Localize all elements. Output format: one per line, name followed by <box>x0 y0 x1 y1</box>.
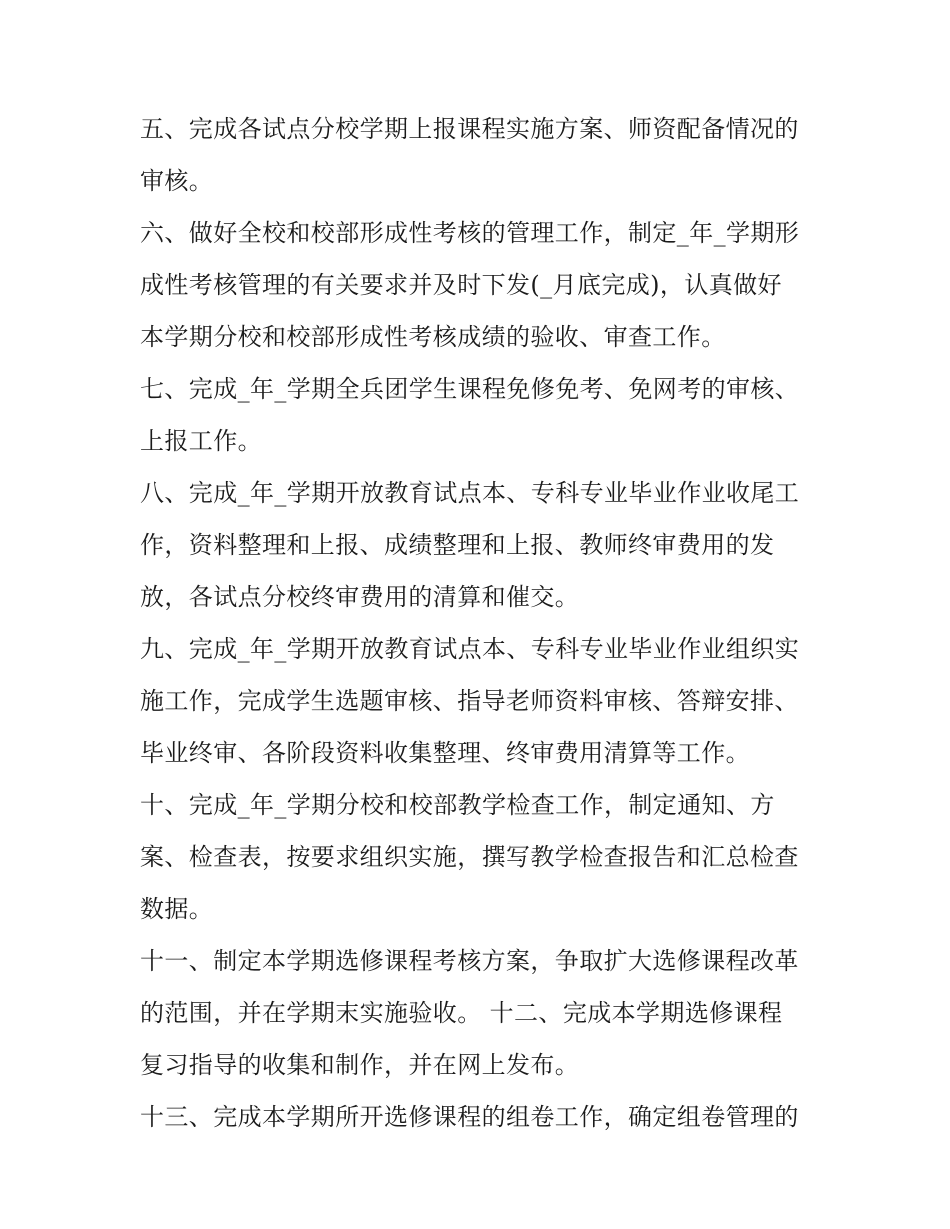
text-line: 五、完成各试点分校学期上报课程实施方案、师资配备情况的 <box>140 115 799 143</box>
text-line: 放，各试点分校终审费用的清算和催交。 <box>140 583 580 611</box>
text-line: 九、完成_年_学期开放教育试点本、专科专业毕业作业组织实 <box>140 635 800 663</box>
text-line: 作，资料整理和上报、成绩整理和上报、教师终审费用的发 <box>140 531 775 559</box>
text-line: 上报工作。 <box>140 427 262 455</box>
text-line: 案、检查表，按要求组织实施，撰写教学检查报告和汇总检查 <box>140 843 799 871</box>
text-line: 的范围，并在学期末实施验收。 十二、完成本学期选修课程 <box>140 999 783 1027</box>
text-line: 复习指导的收集和制作，并在网上发布。 <box>140 1051 580 1079</box>
text-line: 六、做好全校和校部形成性考核的管理工作，制定_年_学期形 <box>140 219 800 247</box>
text-line: 毕业终审、各阶段资料收集整理、终审费用清算等工作。 <box>140 739 750 767</box>
text-line: 八、完成_年_学期开放教育试点本、专科专业毕业作业收尾工 <box>140 479 800 507</box>
text-line: 本学期分校和校部形成性考核成绩的验收、审查工作。 <box>140 323 726 351</box>
text-line: 成性考核管理的有关要求并及时下发(_月底完成)，认真做好 <box>140 271 782 299</box>
text-line: 十一、制定本学期选修课程考核方案，争取扩大选修课程改革 <box>140 947 799 975</box>
text-line: 十三、完成本学期所开选修课程的组卷工作，确定组卷管理的 <box>140 1103 799 1131</box>
text-line: 施工作，完成学生选题审核、指导老师资料审核、答辩安排、 <box>140 687 799 715</box>
text-line: 审核。 <box>140 167 214 195</box>
text-line: 十、完成_年_学期分校和校部教学检查工作，制定通知、方 <box>140 791 775 819</box>
text-line: 七、完成_年_学期全兵团学生课程免修免考、免网考的审核、 <box>140 375 800 403</box>
text-line: 数据。 <box>140 895 214 923</box>
